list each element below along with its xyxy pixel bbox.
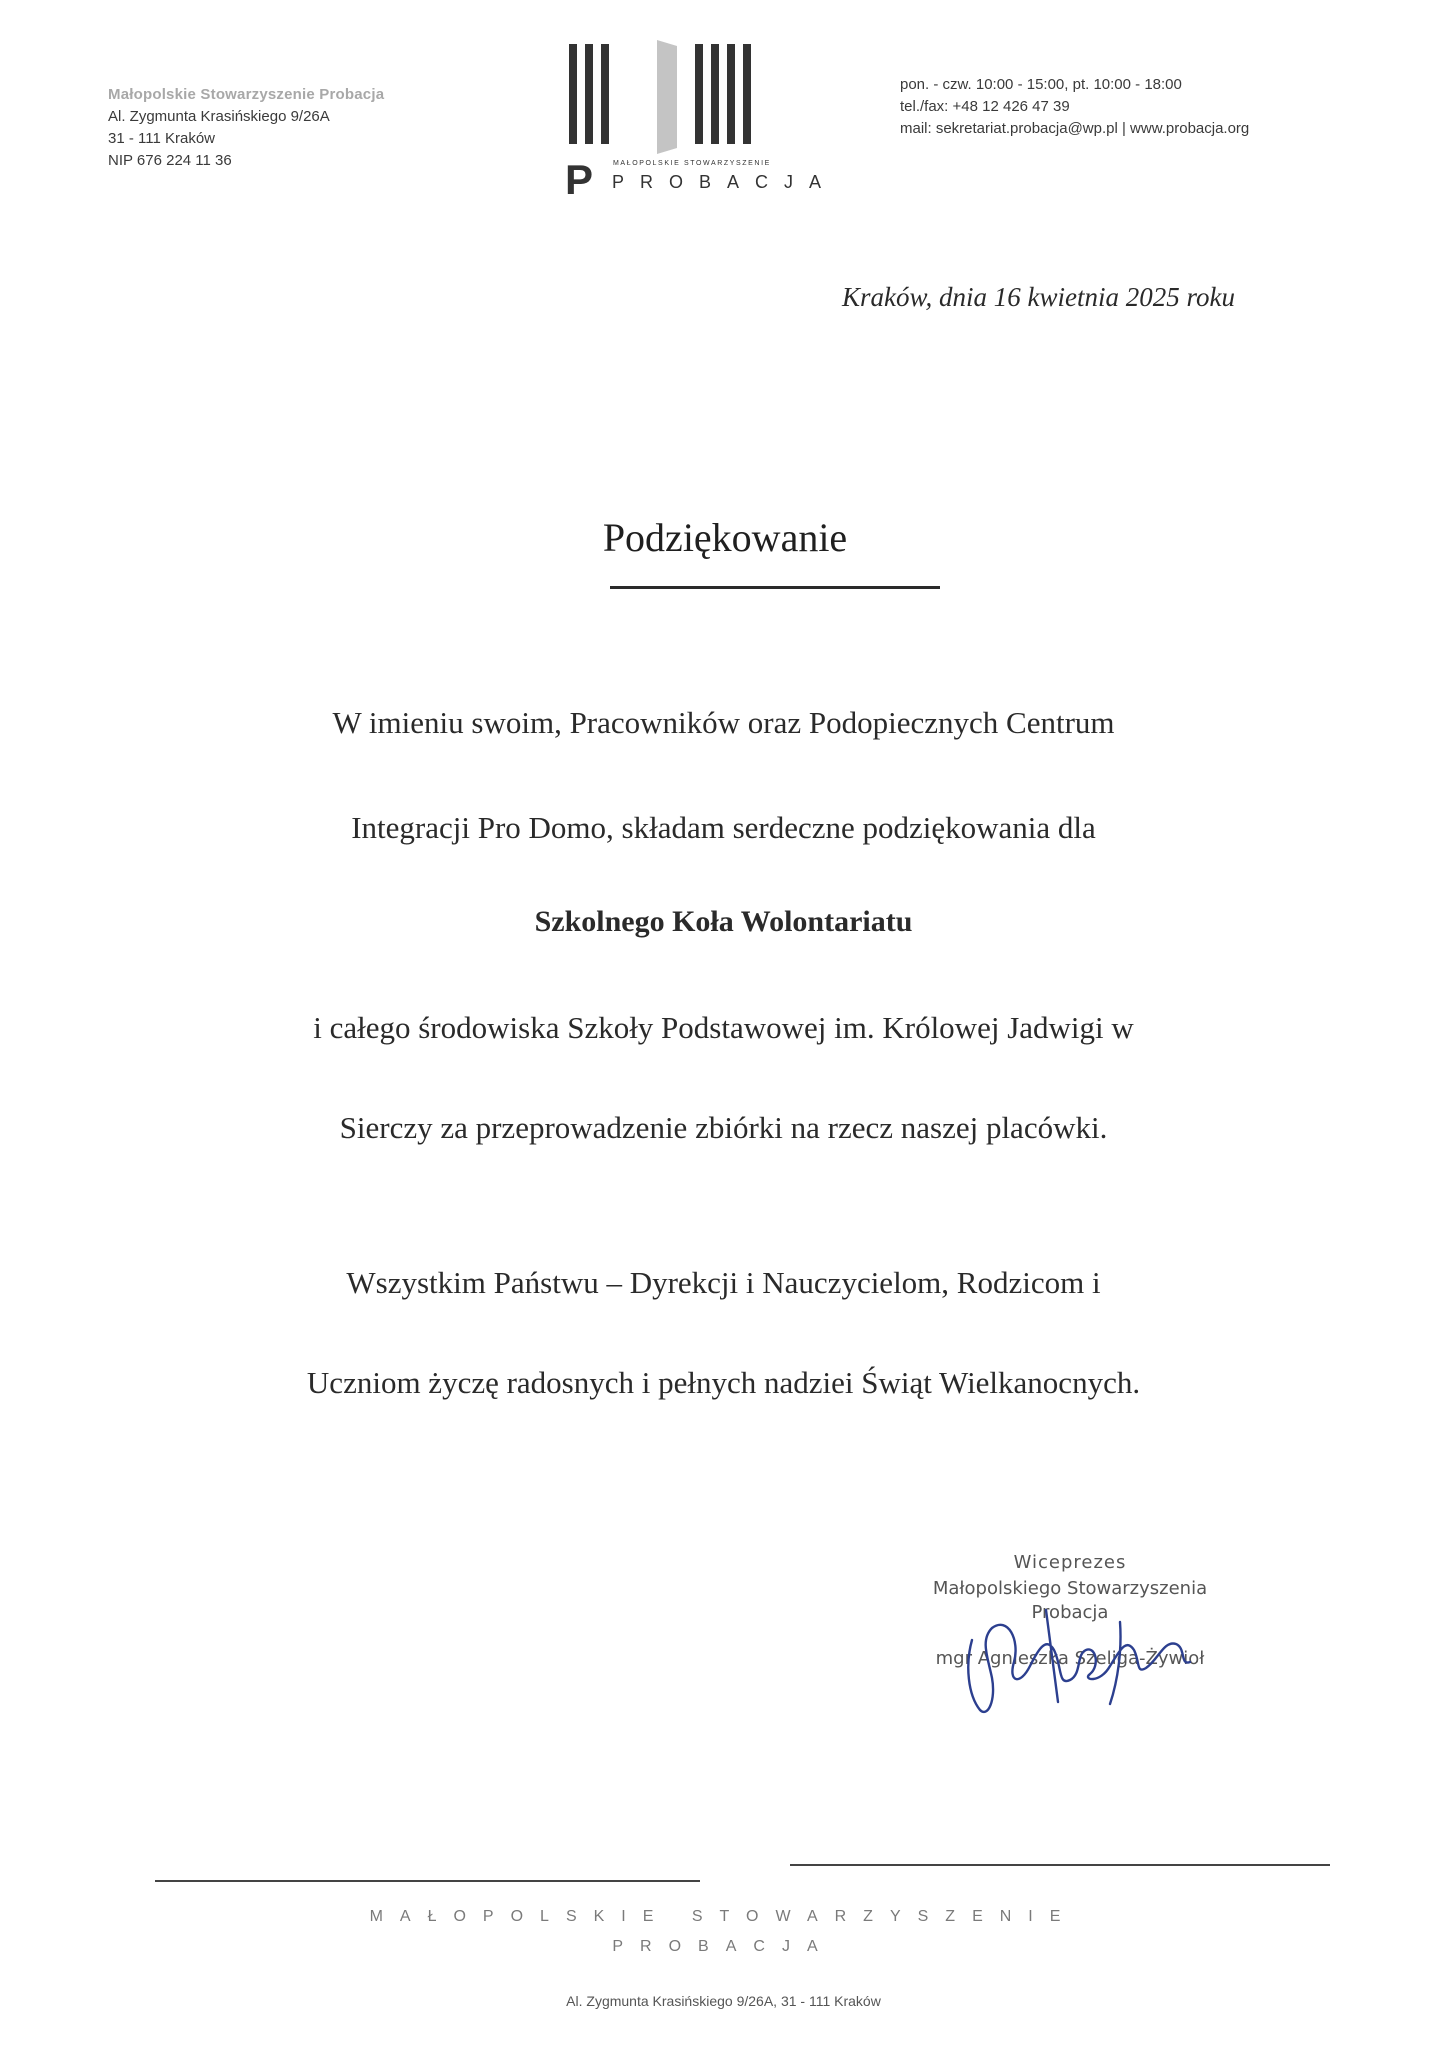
title-underline	[610, 586, 940, 589]
signer-org-line-1: Małopolskiego Stowarzyszenia	[932, 1578, 1208, 1599]
letter-date: Kraków, dnia 16 kwietnia 2025 roku	[842, 282, 1235, 312]
body-line-6: Wszystkim Państwu – Dyrekcji i Nauczycielom, Rodzicom i	[346, 1265, 1101, 1300]
logo-word: PROBACJA	[612, 172, 838, 192]
body-line-5: Sierczy za przeprowadzenie zbiórki na rzecz naszej placówki.	[339, 1110, 1108, 1145]
sender-address-block	[108, 84, 384, 172]
footer-rule-right	[790, 1864, 1330, 1866]
phone-fax: tel./fax: +48 12 426 47 39	[900, 98, 1070, 115]
sender-org-name: Małopolskie Stowarzyszenie Probacja	[108, 86, 385, 103]
sender-city: 31 - 111 Kraków	[108, 130, 215, 147]
office-hours: pon. - czw. 10:00 - 15:00, pt. 10:00 - 18:00	[900, 76, 1182, 93]
svg-text:P: P	[565, 156, 594, 196]
signer-name: mgr Agnieszka Szeliga-Żywioł	[935, 1648, 1205, 1669]
contact-block	[900, 74, 1249, 140]
signer-role: Wiceprezes	[1013, 1552, 1127, 1573]
body-line-7: Uczniom życzę radosnych i pełnych nadziei Świąt Wielkanocnych.	[306, 1365, 1141, 1400]
footer-org-name: MAŁOPOLSKIE STOWARZYSZENIE	[369, 1908, 1078, 1925]
sender-nip: NIP 676 224 11 36	[108, 152, 232, 169]
email-website: mail: sekretariat.probacja@wp.pl | www.probacja.org	[900, 120, 1250, 137]
handwritten-signature	[950, 1570, 1210, 1720]
body-line-2: Integracji Pro Domo, składam serdeczne podziękowania dla	[351, 810, 1096, 845]
logo-small-text: MAŁOPOLSKIE STOWARZYSZENIE	[613, 160, 771, 167]
footer-rule-left	[155, 1880, 700, 1882]
footer-address: Al. Zygmunta Krasińskiego 9/26A, 31 - 111 Kraków	[566, 1993, 881, 2009]
footer-org-word: PROBACJA	[612, 1938, 835, 1955]
body-line-4: i całego środowiska Szkoły Podstawowej im. Królowej Jadwigi w	[313, 1010, 1134, 1045]
sender-street: Al. Zygmunta Krasińskiego 9/26A	[108, 108, 330, 125]
body-line-1: W imieniu swoim, Pracowników oraz Podopiecznych Centrum	[332, 705, 1115, 740]
signer-org-line-2: Probacja	[1031, 1602, 1109, 1623]
letter-title: Podziękowanie	[602, 515, 848, 560]
body-line-recipient: Szkolnego Koła Wolontariatu	[534, 905, 913, 938]
